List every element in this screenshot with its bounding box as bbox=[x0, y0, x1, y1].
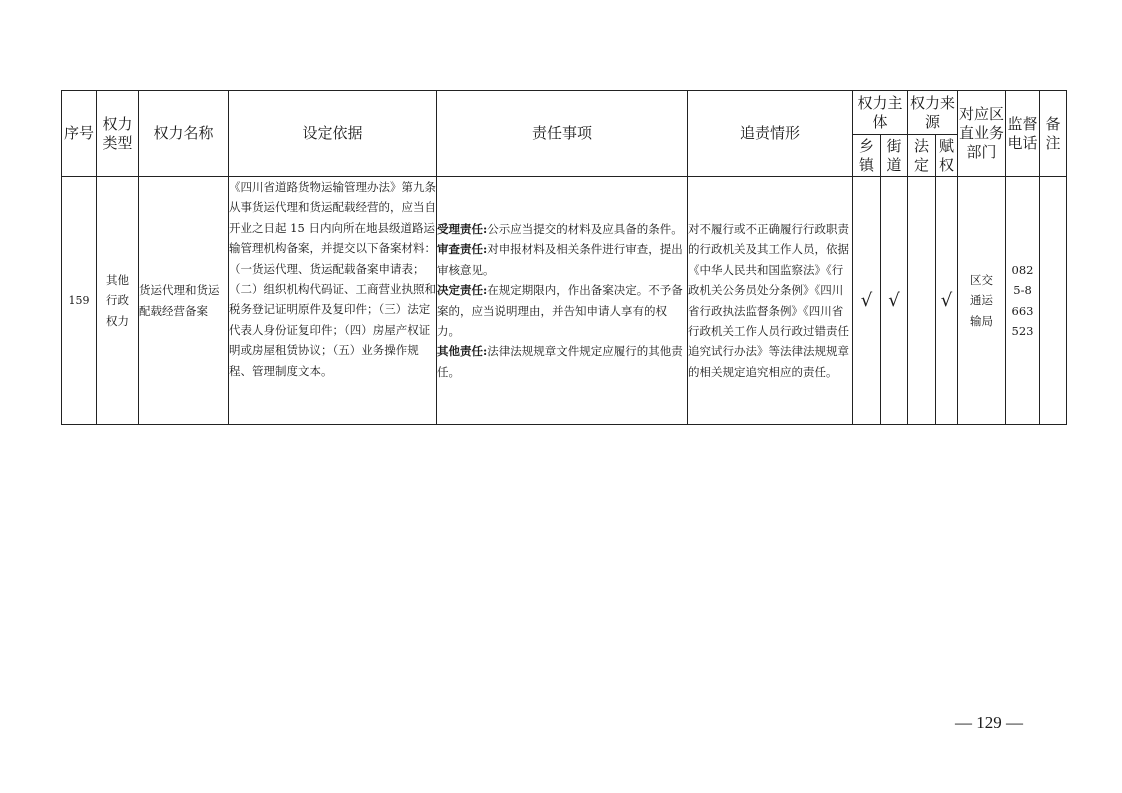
header-source: 权力来源 bbox=[908, 91, 958, 135]
row-subject-township-check: √ bbox=[853, 177, 881, 425]
row-source-statutory-check bbox=[908, 177, 936, 425]
row-source-granted-check: √ bbox=[936, 177, 958, 425]
header-subject-township: 乡镇 bbox=[853, 135, 881, 177]
row-phone: 0825-8663523 bbox=[1006, 177, 1040, 425]
table-row bbox=[62, 177, 1067, 425]
header-power-type: 权力类型 bbox=[97, 91, 139, 177]
responsibility-decision: 决定责任:在规定期限内，作出备案决定。不予备案的，应当说明理由，并告知申请人享有的权力。 bbox=[437, 283, 683, 338]
page-number: — 129 — bbox=[955, 713, 1023, 732]
header-seq: 序号 bbox=[62, 91, 97, 177]
row-seq: 159 bbox=[62, 177, 97, 425]
row-department: 区交通运输局 bbox=[958, 177, 1006, 425]
power-list-table bbox=[61, 90, 1067, 425]
header-source-granted: 赋权 bbox=[936, 135, 958, 177]
row-responsibilities bbox=[437, 177, 688, 425]
header-power-name: 权力名称 bbox=[139, 91, 229, 177]
header-subject: 权力主体 bbox=[853, 91, 908, 135]
header-phone: 监督电话 bbox=[1006, 91, 1040, 177]
header-legal-basis: 设定依据 bbox=[229, 91, 437, 177]
row-legal-basis: 《四川省道路货物运输管理办法》第九条 从事货运代理和货运配载经营的，应当自开业之日起 15 日内向所在地县级道路运输管理机构备案，并提交以下备案材料：（一货运代理、货运配载备案申请表；（二）组织机构代码证、工商营业执照和税务登记证明原件及复印件；（三）法定代表人身份证复印件；（四）房屋产权证明或房屋租赁协议；（五）业务操作规程、管理制度文本。 bbox=[229, 177, 437, 425]
header-department: 对应区直业务部门 bbox=[958, 91, 1006, 177]
responsibility-review: 审查责任:对申报材料及相关条件进行审查，提出审核意见。 bbox=[437, 242, 683, 277]
header-remark: 备注 bbox=[1040, 91, 1067, 177]
row-power-type: 其他行政权力 bbox=[97, 177, 139, 425]
row-power-name: 货运代理和货运配载经营备案 bbox=[139, 177, 229, 425]
row-subject-street-check: √ bbox=[881, 177, 908, 425]
row-remark bbox=[1040, 177, 1067, 425]
header-source-statutory: 法定 bbox=[908, 135, 936, 177]
responsibility-acceptance: 受理责任:公示应当提交的材料及应具备的条件。 bbox=[437, 221, 683, 236]
header-responsibilities: 责任事项 bbox=[437, 91, 688, 177]
row-accountability: 对不履行或不正确履行行政职责的行政机关及其工作人员，依据《中华人民共和国监察法》《行政机关公务员处分条例》《四川省行政执法监督条例》《四川省行政机关工作人员行政过错责任追究试行办法》等法律法规规章的相关规定追究相应的责任。 bbox=[688, 177, 853, 425]
responsibility-other: 其他责任:法律法规规章文件规定应履行的其他责任。 bbox=[437, 344, 683, 379]
header-subject-street: 街道 bbox=[881, 135, 908, 177]
header-accountability: 追责情形 bbox=[688, 91, 853, 177]
